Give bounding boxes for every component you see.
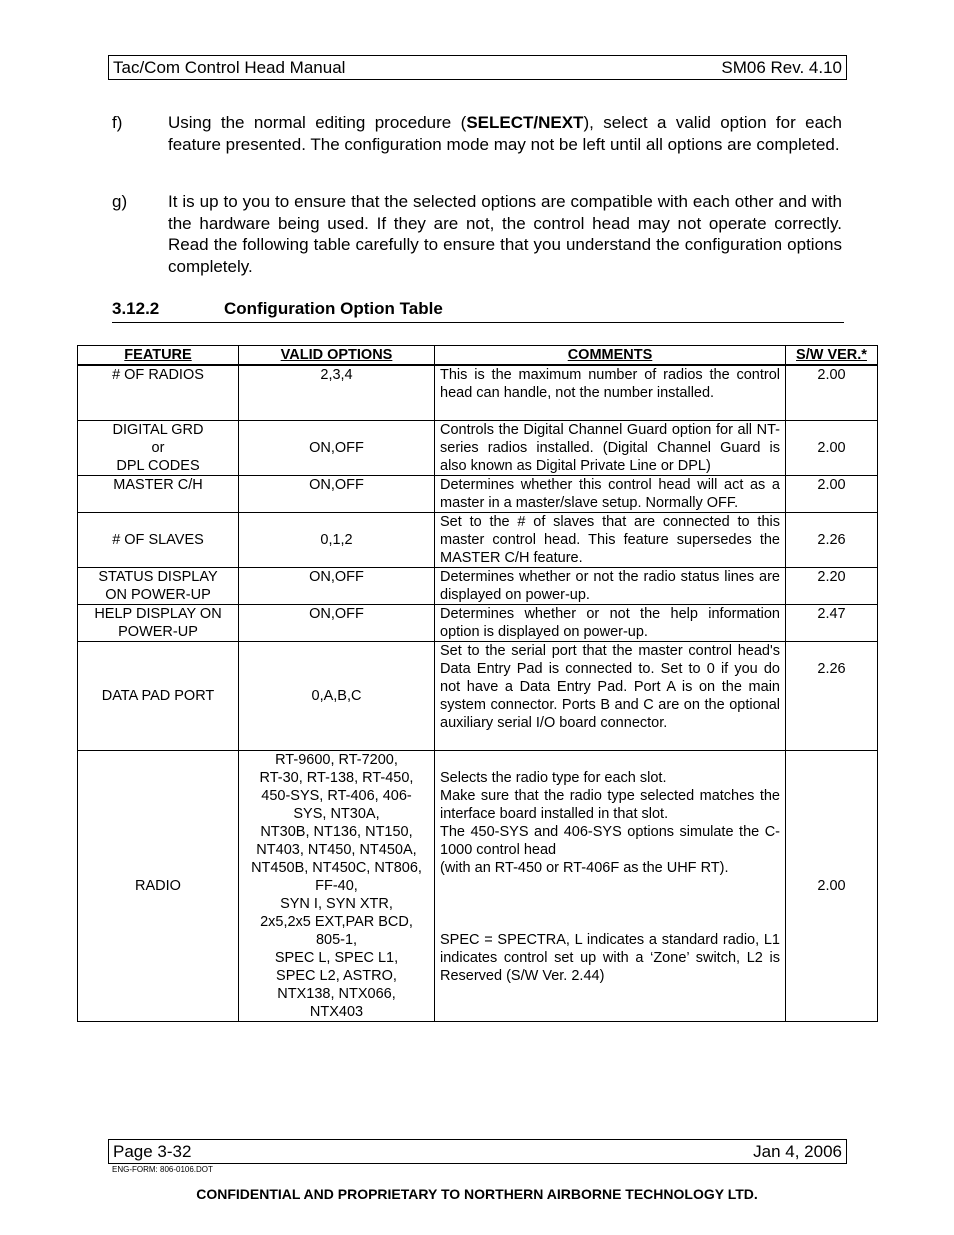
option-line: SYN I, SYN XTR, [280, 895, 393, 912]
version-cell: 2.47 [786, 604, 878, 641]
comment-line: Selects the radio type for each slot. [440, 769, 667, 786]
header-comments: COMMENTS [435, 346, 786, 366]
options-cell: 0,A,B,C [239, 641, 435, 750]
paragraph-g [112, 191, 842, 277]
paragraph-f-text [168, 112, 842, 155]
options-cell: ON,OFF [239, 475, 435, 512]
configuration-option-table [77, 345, 878, 1022]
feature-line: ON POWER-UP [105, 586, 211, 603]
version-cell: 2.26 [786, 512, 878, 567]
comments-cell: This is the maximum number of radios the control head can handle, not the number installed. [435, 365, 786, 420]
option-line: NTX138, NTX066, [277, 985, 396, 1002]
option-line: 2x5,2x5 EXT,PAR BCD, [260, 913, 413, 930]
table-row [78, 512, 878, 567]
header-sw-version: S/W VER.* [786, 346, 878, 366]
table-row [78, 365, 878, 420]
option-line: NT403, NT450, NT450A, [256, 841, 417, 858]
options-cell [239, 750, 435, 1021]
comment-line: Make sure that the radio type selected matches the interface board installed in that slot. [440, 787, 780, 822]
comments-cell [435, 750, 786, 1021]
feature-line: POWER-UP [118, 623, 198, 640]
option-line: 805-1, [315, 931, 358, 948]
comment-line: The 450-SYS and 406-SYS options simulate the C-1000 control head [440, 823, 780, 858]
option-line: SPEC L2, ASTRO, [276, 967, 397, 984]
feature-line: STATUS DISPLAY [98, 568, 218, 585]
comments-cell: Set to the serial port that the master control head's Data Entry Pad is connected to. Set to 0 if you do not have a Data Entry Pad. Port A is on the main system connector. Ports B and C are on the optional auxiliary serial I/O board connector. [435, 641, 786, 750]
paragraph-g-letter: g) [112, 192, 128, 211]
paragraph-g-text: It is up to you to ensure that the selected options are compatible with each other and with the hardware being used. If they are not, the control head may not operate correctly. Read the following table carefully to ensure that you understand the configuration options completely. [168, 192, 842, 276]
section-title: Configuration Option Table [224, 299, 443, 318]
version-cell: 2.26 [786, 641, 878, 750]
page-number: Page 3-32 [113, 1141, 192, 1161]
comment-spacer [440, 877, 780, 931]
paragraph-f-before: Using the normal editing procedure ( [168, 113, 467, 132]
table-row [78, 750, 878, 1021]
feature-cell: DATA PAD PORT [78, 641, 239, 750]
section-number: 3.12.2 [112, 299, 160, 318]
version-cell: 2.20 [786, 567, 878, 604]
feature-cell: RADIO [78, 750, 239, 1021]
option-line: 450-SYS, RT-406, 406- [261, 787, 412, 804]
comments-cell: Controls the Digital Channel Guard option for all NT-series radios installed. (Digital Channel Guard is also known as Digital Private Line or DPL) [435, 420, 786, 475]
options-cell: ON,OFF [239, 604, 435, 641]
feature-cell: # OF SLAVES [78, 512, 239, 567]
form-code: ENG-FORM: 806-0106.DOT [112, 1165, 213, 1174]
page-footer [108, 1139, 847, 1164]
options-cell: ON,OFF [239, 567, 435, 604]
table-row [78, 475, 878, 512]
table-row [78, 604, 878, 641]
feature-cell [78, 604, 239, 641]
manual-title: Tac/Com Control Head Manual [113, 57, 346, 77]
table-row [78, 420, 878, 475]
header-feature: FEATURE [78, 346, 239, 366]
option-line: NTX403 [309, 1003, 364, 1020]
comments-cell: Determines whether this control head will act as a master in a master/slave setup. Normally OFF. [435, 475, 786, 512]
feature-cell: MASTER C/H [78, 475, 239, 512]
feature-cell: # OF RADIOS [78, 365, 239, 420]
options-cell: ON,OFF [239, 420, 435, 475]
options-cell: 2,3,4 [239, 365, 435, 420]
confidentiality-notice: CONFIDENTIAL AND PROPRIETARY TO NORTHERN AIRBORNE TECHNOLOGY LTD. [196, 1186, 758, 1202]
version-cell: 2.00 [786, 750, 878, 1021]
table-row [78, 641, 878, 750]
manual-revision: SM06 Rev. 4.10 [721, 57, 842, 77]
version-cell: 2.00 [786, 420, 878, 475]
comment-line: (with an RT-450 or RT-406F as the UHF RT). [440, 859, 729, 876]
section-heading [112, 299, 844, 323]
paragraph-f-bold: SELECT/NEXT [466, 113, 584, 132]
option-line: FF-40, [315, 877, 358, 894]
paragraph-f-letter: f) [112, 113, 123, 132]
option-line: SYS, NT30A, [293, 805, 380, 822]
feature-line: DIGITAL GRD [112, 421, 204, 438]
feature-cell [78, 567, 239, 604]
table-header-row [78, 346, 878, 366]
feature-line: DPL CODES [116, 457, 200, 474]
feature-cell [78, 420, 239, 475]
comments-cell: Set to the # of slaves that are connected to this master control head. This feature supersedes the MASTER C/H feature. [435, 512, 786, 567]
comments-cell: Determines whether or not the help information option is displayed on power-up. [435, 604, 786, 641]
page-header [108, 55, 847, 80]
feature-line: or [151, 439, 165, 456]
options-cell: 0,1,2 [239, 512, 435, 567]
feature-line: HELP DISPLAY ON [94, 605, 222, 622]
option-line: RT-30, RT-138, RT-450, [259, 769, 414, 786]
version-cell: 2.00 [786, 475, 878, 512]
paragraph-f [112, 112, 842, 155]
option-line: SPEC L, SPEC L1, [274, 949, 399, 966]
option-line: NT30B, NT136, NT150, [260, 823, 413, 840]
header-valid-options: VALID OPTIONS [239, 346, 435, 366]
comments-cell: Determines whether or not the radio status lines are displayed on power-up. [435, 567, 786, 604]
version-cell: 2.00 [786, 365, 878, 420]
option-line: RT-9600, RT-7200, [275, 751, 398, 768]
page-date: Jan 4, 2006 [753, 1141, 842, 1161]
paragraph-f-after: ), select a valid option for each feature presented. The configuration mode may not be left until all options are completed. [168, 113, 842, 154]
table-row [78, 567, 878, 604]
comment-line: SPEC = SPECTRA, L indicates a standard radio, L1 indicates control set up with a ‘Zone’ switch, L2 is Reserved (S/W Ver. 2.44) [440, 931, 780, 984]
option-line: NT450B, NT450C, NT806, [251, 859, 422, 876]
